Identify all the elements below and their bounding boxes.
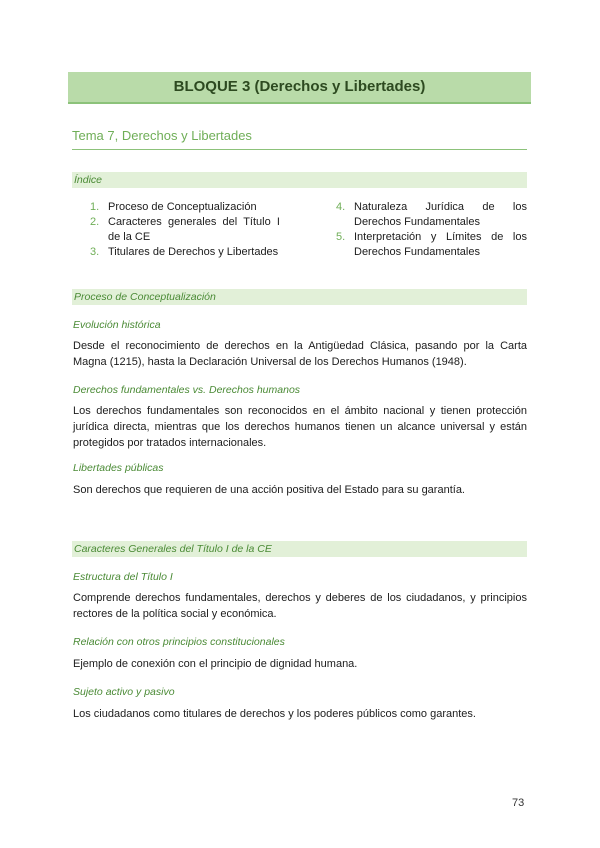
subsection-heading: Sujeto activo y pasivo <box>73 686 175 698</box>
index-item <box>90 245 280 260</box>
index-text: Naturaleza Jurídica de los Derechos Fundamentales <box>354 201 527 228</box>
index-text: Interpretación y Límites de los Derechos Fundamentales <box>354 231 527 258</box>
paragraph: Comprende derechos fundamentales, derechos y deberes de los ciudadanos, y principios rectores de la política social y económica. <box>73 592 527 620</box>
index-text: Proceso de Conceptualización <box>108 201 257 213</box>
index-text: Titulares de Derechos y Libertades <box>108 246 279 258</box>
index-number: 3. <box>90 246 100 258</box>
subsection-heading: Derechos fundamentales vs. Derechos humanos <box>73 384 301 396</box>
subsection-heading: Estructura del Título I <box>73 571 173 583</box>
topic-title: Tema 7, Derechos y Libertades <box>72 128 527 150</box>
block-title: BLOQUE 3 (Derechos y Libertades) <box>68 72 531 104</box>
index-number: 4. <box>336 201 346 213</box>
subsection-heading: Relación con otros principios constitucionales <box>73 636 285 648</box>
subsection-heading: Evolución histórica <box>73 319 161 331</box>
paragraph: Desde el reconocimiento de derechos en la Antigüedad Clásica, pasando por la Carta Magna (1215), hasta la Declaración Universal de los Derechos Humanos (1948). <box>73 340 527 368</box>
paragraph: Los ciudadanos como titulares de derechos y los poderes públicos como garantes. <box>73 708 476 720</box>
index-item <box>90 200 280 215</box>
page-number: 73 <box>512 797 525 809</box>
index-item <box>336 200 527 230</box>
paragraph: Los derechos fundamentales son reconocidos en el ámbito nacional y tienen protección jurídica directa, mientras que los derechos humanos tienen un alcance universal y están protegidos por tratados internacionales. <box>73 405 527 449</box>
index-item <box>90 215 280 245</box>
index-item <box>336 230 527 260</box>
index-number: 2. <box>90 216 100 228</box>
section-heading: Caracteres Generales del Título I de la CE <box>72 541 527 557</box>
subsection-heading: Libertades públicas <box>73 462 164 474</box>
paragraph: Son derechos que requieren de una acción positiva del Estado para su garantía. <box>73 484 465 496</box>
paragraph: Ejemplo de conexión con el principio de dignidad humana. <box>73 658 358 670</box>
index-right-column <box>336 200 527 260</box>
index-left-column <box>90 200 280 260</box>
index-text: Caracteres generales del Título I de la CE <box>108 216 280 243</box>
index-heading: Índice <box>72 172 527 188</box>
index-number: 5. <box>336 231 346 243</box>
index-number: 1. <box>90 201 100 213</box>
section-heading: Proceso de Conceptualización <box>72 289 527 305</box>
